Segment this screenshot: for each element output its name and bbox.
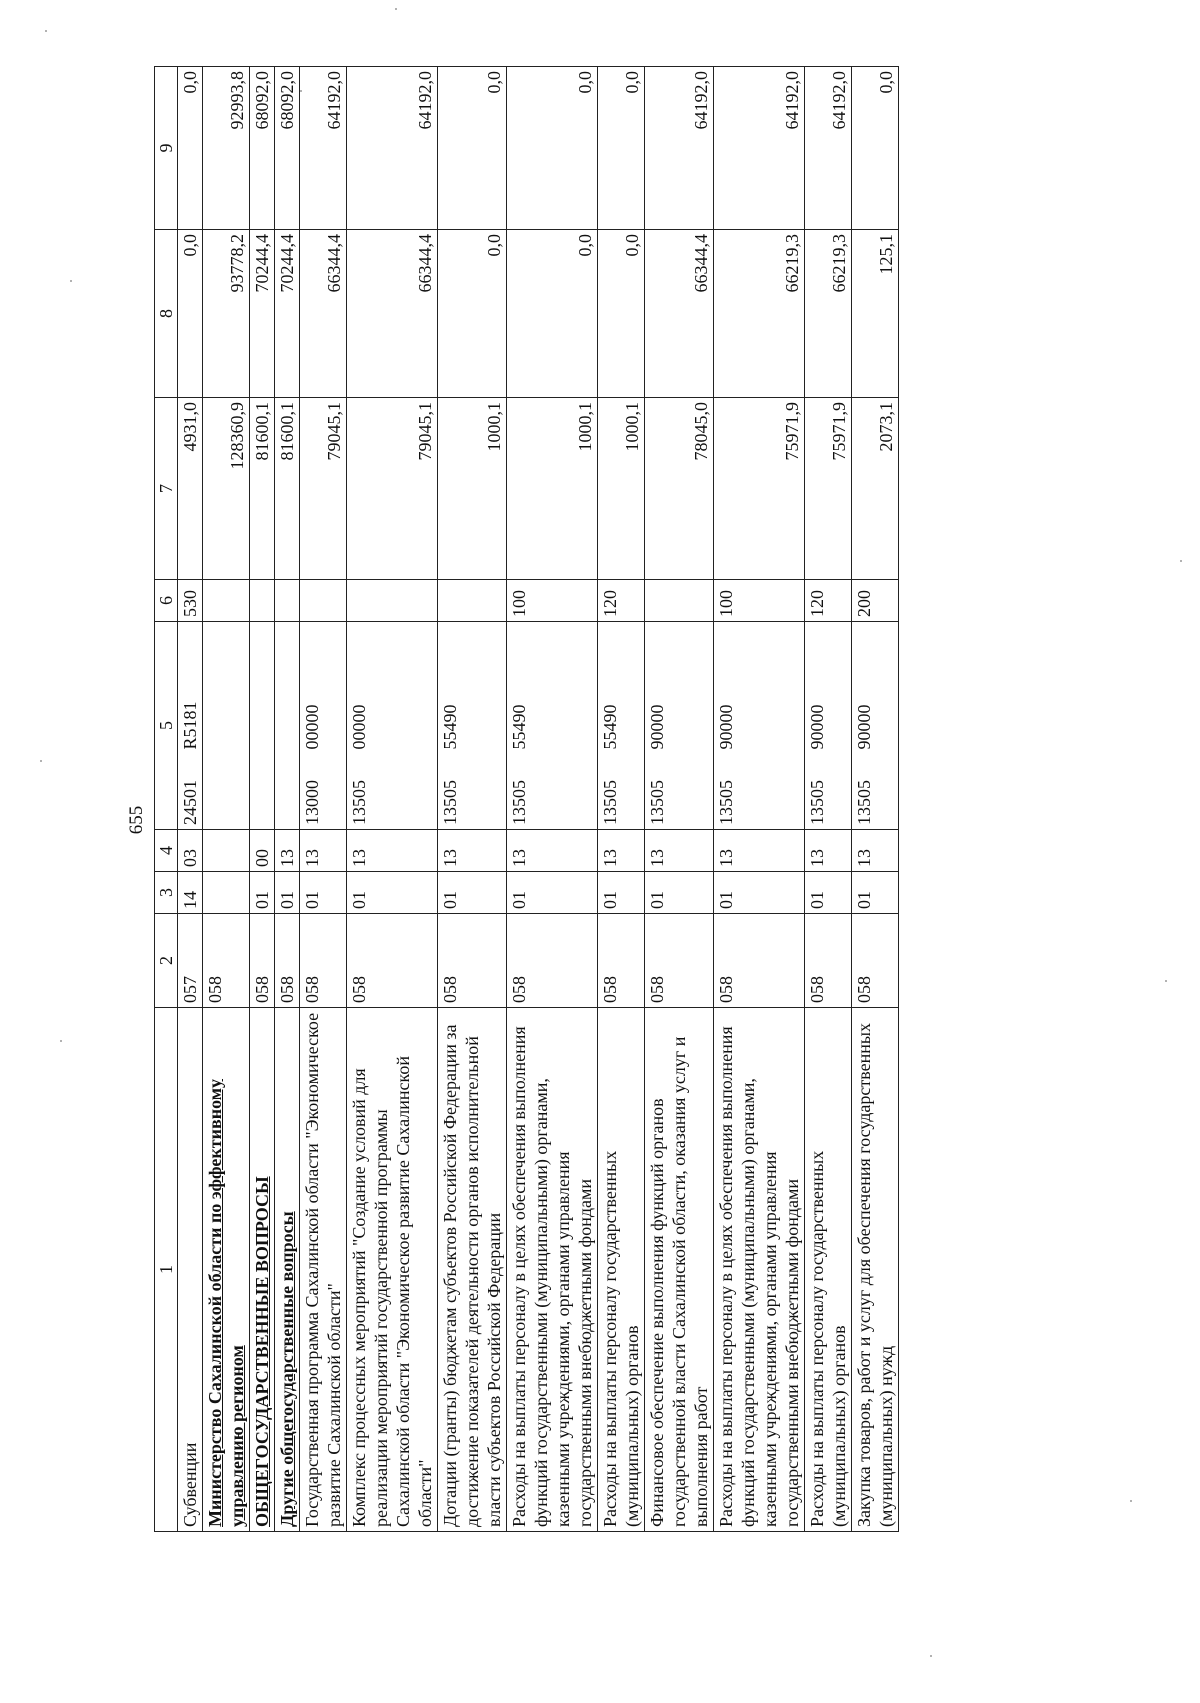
column-header: 6: [155, 580, 178, 622]
amount-col9-cell: 68092,0: [250, 67, 275, 230]
table-row: [178, 67, 203, 1532]
expense-type-code-cell: [347, 580, 438, 622]
item-name-cell: [275, 1008, 300, 1532]
amount-col9-cell: 0,0: [852, 67, 899, 230]
scan-speck: [40, 760, 42, 762]
ministry-code-cell: 058: [250, 914, 275, 1008]
amount-col7-cell: 4931,0: [178, 398, 203, 580]
section-code-cell: 01: [852, 872, 899, 914]
subsection-code-cell: 13: [438, 830, 507, 872]
target-article-code-cell: 13505 00000: [347, 622, 438, 830]
amount-col8-cell: 0,0: [598, 230, 645, 398]
target-article-code-cell: [203, 622, 250, 830]
scan-speck: [930, 1655, 932, 1657]
amount-col7-cell: 2073,1: [852, 398, 899, 580]
amount-col8-cell: 0,0: [178, 230, 203, 398]
amount-col7-cell: 128360,9: [203, 398, 250, 580]
amount-col9-cell: 64192,0: [714, 67, 805, 230]
amount-col8-cell: 66344,4: [300, 230, 347, 398]
column-header: 9: [155, 67, 178, 230]
amount-col8-cell: 70244,4: [275, 230, 300, 398]
ministry-code-cell: 058: [275, 914, 300, 1008]
column-header: 1: [155, 1008, 178, 1532]
target-article-code-cell: 13000 00000: [300, 622, 347, 830]
subsection-code-cell: [203, 830, 250, 872]
table-row: [203, 67, 250, 1532]
expense-type-code-cell: [438, 580, 507, 622]
item-name-text: ОБЩЕГОСУДАРСТВЕННЫЕ ВОПРОСЫ: [252, 1176, 272, 1527]
amount-col7-cell: 79045,1: [347, 398, 438, 580]
column-header-row: [155, 67, 178, 1532]
amount-col7-cell: 78045,0: [645, 398, 714, 580]
item-name-cell: Финансовое обеспечение выполнения функций органов государственной власти Сахалинской области, оказания услуг и выполнения работ: [645, 1008, 714, 1532]
item-name-cell: Государственная программа Сахалинской области "Экономическое развитие Сахалинской области": [300, 1008, 347, 1532]
amount-col7-cell: 75971,9: [714, 398, 805, 580]
item-name-cell: Субвенции: [178, 1008, 203, 1532]
expense-type-code-cell: 100: [714, 580, 805, 622]
amount-col9-cell: 0,0: [507, 67, 598, 230]
ministry-code-cell: 058: [645, 914, 714, 1008]
amount-col7-cell: 1000,1: [598, 398, 645, 580]
table-row: [250, 67, 275, 1532]
expense-type-code-cell: [203, 580, 250, 622]
amount-col8-cell: 70244,4: [250, 230, 275, 398]
target-article-code-cell: [250, 622, 275, 830]
expense-type-code-cell: [275, 580, 300, 622]
subsection-code-cell: 13: [805, 830, 852, 872]
ministry-code-cell: 058: [203, 914, 250, 1008]
column-header: 7: [155, 398, 178, 580]
section-code-cell: 01: [300, 872, 347, 914]
amount-col9-cell: 64192,0: [300, 67, 347, 230]
subsection-code-cell: 03: [178, 830, 203, 872]
amount-col7-cell: 75971,9: [805, 398, 852, 580]
item-name-cell: Закупка товаров, работ и услуг для обеспечения государственных (муниципальных) нужд: [852, 1008, 899, 1532]
table-row: [714, 67, 805, 1532]
section-code-cell: 01: [250, 872, 275, 914]
subsection-code-cell: 13: [714, 830, 805, 872]
subsection-code-cell: 13: [507, 830, 598, 872]
section-code-cell: 01: [714, 872, 805, 914]
item-name-cell: Расходы на выплаты персоналу государственных (муниципальных) органов: [598, 1008, 645, 1532]
ministry-code-cell: 058: [507, 914, 598, 1008]
target-article-code-cell: 24501 R5181: [178, 622, 203, 830]
expense-type-code-cell: 200: [852, 580, 899, 622]
item-name-cell: Расходы на выплаты персоналу в целях обеспечения выполнения функций государственными (муниципальными) органами, казенными учреждениями, органами управления государственными внебюджетными фондами: [507, 1008, 598, 1532]
table-row: [347, 67, 438, 1532]
item-name-cell: Комплекс процессных мероприятий "Создание условий для реализации мероприятий государственной программы Сахалинской области "Экономическое развитие Сахалинской области": [347, 1008, 438, 1532]
budget-table: [154, 66, 899, 1532]
ministry-code-cell: 058: [438, 914, 507, 1008]
amount-col7-cell: 1000,1: [507, 398, 598, 580]
table-row: [852, 67, 899, 1532]
target-article-code-cell: 13505 55490: [438, 622, 507, 830]
target-article-code-cell: 13505 90000: [805, 622, 852, 830]
ministry-code-cell: 058: [852, 914, 899, 1008]
amount-col9-cell: 64192,0: [645, 67, 714, 230]
amount-col7-cell: 1000,1: [438, 398, 507, 580]
amount-col8-cell: 93778,2: [203, 230, 250, 398]
amount-col7-cell: 81600,1: [250, 398, 275, 580]
scan-speck: [1180, 560, 1182, 562]
table-row: [275, 67, 300, 1532]
scan-speck: [60, 1040, 62, 1042]
expense-type-code-cell: [300, 580, 347, 622]
table-row: [300, 67, 347, 1532]
scan-speck: [70, 280, 72, 282]
ministry-code-cell: 058: [714, 914, 805, 1008]
item-name-cell: Расходы на выплаты персоналу государственных (муниципальных) органов: [805, 1008, 852, 1532]
item-name-text: Министерство Сахалинской области по эффективному управлению регионом: [205, 1078, 247, 1527]
section-code-cell: 01: [645, 872, 714, 914]
subsection-code-cell: 13: [852, 830, 899, 872]
expense-type-code-cell: [645, 580, 714, 622]
amount-col9-cell: 64192,0: [347, 67, 438, 230]
table-row: [507, 67, 598, 1532]
column-header: 4: [155, 830, 178, 872]
column-header: 2: [155, 914, 178, 1008]
expense-type-code-cell: 100: [507, 580, 598, 622]
expense-type-code-cell: 120: [598, 580, 645, 622]
amount-col8-cell: 66344,4: [645, 230, 714, 398]
amount-col7-cell: 81600,1: [275, 398, 300, 580]
item-name-cell: Расходы на выплаты персоналу в целях обеспечения выполнения функций государственными (муниципальными) органами, казенными учреждениями, органами управления государственными внебюджетными фондами: [714, 1008, 805, 1532]
target-article-code-cell: [275, 622, 300, 830]
scan-speck: [395, 8, 397, 10]
subsection-code-cell: 13: [598, 830, 645, 872]
amount-col8-cell: 66344,4: [347, 230, 438, 398]
target-article-code-cell: 13505 90000: [714, 622, 805, 830]
expense-type-code-cell: 530: [178, 580, 203, 622]
target-article-code-cell: 13505 90000: [645, 622, 714, 830]
section-code-cell: 01: [438, 872, 507, 914]
subsection-code-cell: 00: [250, 830, 275, 872]
subsection-code-cell: 13: [347, 830, 438, 872]
section-code-cell: 01: [275, 872, 300, 914]
amount-col8-cell: 125,1: [852, 230, 899, 398]
section-code-cell: [203, 872, 250, 914]
amount-col9-cell: 0,0: [438, 67, 507, 230]
scan-speck: [45, 30, 47, 32]
item-name-cell: [203, 1008, 250, 1532]
amount-col9-cell: 68092,0: [275, 67, 300, 230]
column-header: 8: [155, 230, 178, 398]
amount-col9-cell: 0,0: [598, 67, 645, 230]
section-code-cell: 14: [178, 872, 203, 914]
subsection-code-cell: 13: [275, 830, 300, 872]
table-row: [645, 67, 714, 1532]
column-header: 5: [155, 622, 178, 830]
ministry-code-cell: 058: [347, 914, 438, 1008]
amount-col8-cell: 66219,3: [805, 230, 852, 398]
column-header: 3: [155, 872, 178, 914]
amount-col7-cell: 79045,1: [300, 398, 347, 580]
table-row: [805, 67, 852, 1532]
amount-col9-cell: 64192,0: [805, 67, 852, 230]
item-name-cell: [250, 1008, 275, 1532]
expense-type-code-cell: [250, 580, 275, 622]
ministry-code-cell: 058: [598, 914, 645, 1008]
page-number: 655: [126, 805, 147, 835]
ministry-code-cell: 058: [300, 914, 347, 1008]
target-article-code-cell: 13505 90000: [852, 622, 899, 830]
table-row: [438, 67, 507, 1532]
item-name-cell: Дотации (гранты) бюджетам субъектов Российской Федерации за достижение показателей деятельности органов исполнительной власти субъектов Российской Федерации: [438, 1008, 507, 1532]
subsection-code-cell: 13: [645, 830, 714, 872]
amount-col8-cell: 0,0: [507, 230, 598, 398]
amount-col9-cell: 0,0: [178, 67, 203, 230]
ministry-code-cell: 057: [178, 914, 203, 1008]
table-row: [598, 67, 645, 1532]
expense-type-code-cell: 120: [805, 580, 852, 622]
target-article-code-cell: 13505 55490: [598, 622, 645, 830]
item-name-text: Другие общегосударственные вопросы: [277, 1211, 297, 1527]
subsection-code-cell: 13: [300, 830, 347, 872]
section-code-cell: 01: [598, 872, 645, 914]
amount-col9-cell: 92993,8: [203, 67, 250, 230]
section-code-cell: 01: [347, 872, 438, 914]
section-code-cell: 01: [507, 872, 598, 914]
amount-col8-cell: 0,0: [438, 230, 507, 398]
rotated-document-page: [120, 60, 1170, 1540]
amount-col8-cell: 66219,3: [714, 230, 805, 398]
section-code-cell: 01: [805, 872, 852, 914]
target-article-code-cell: 13505 55490: [507, 622, 598, 830]
ministry-code-cell: 058: [805, 914, 852, 1008]
